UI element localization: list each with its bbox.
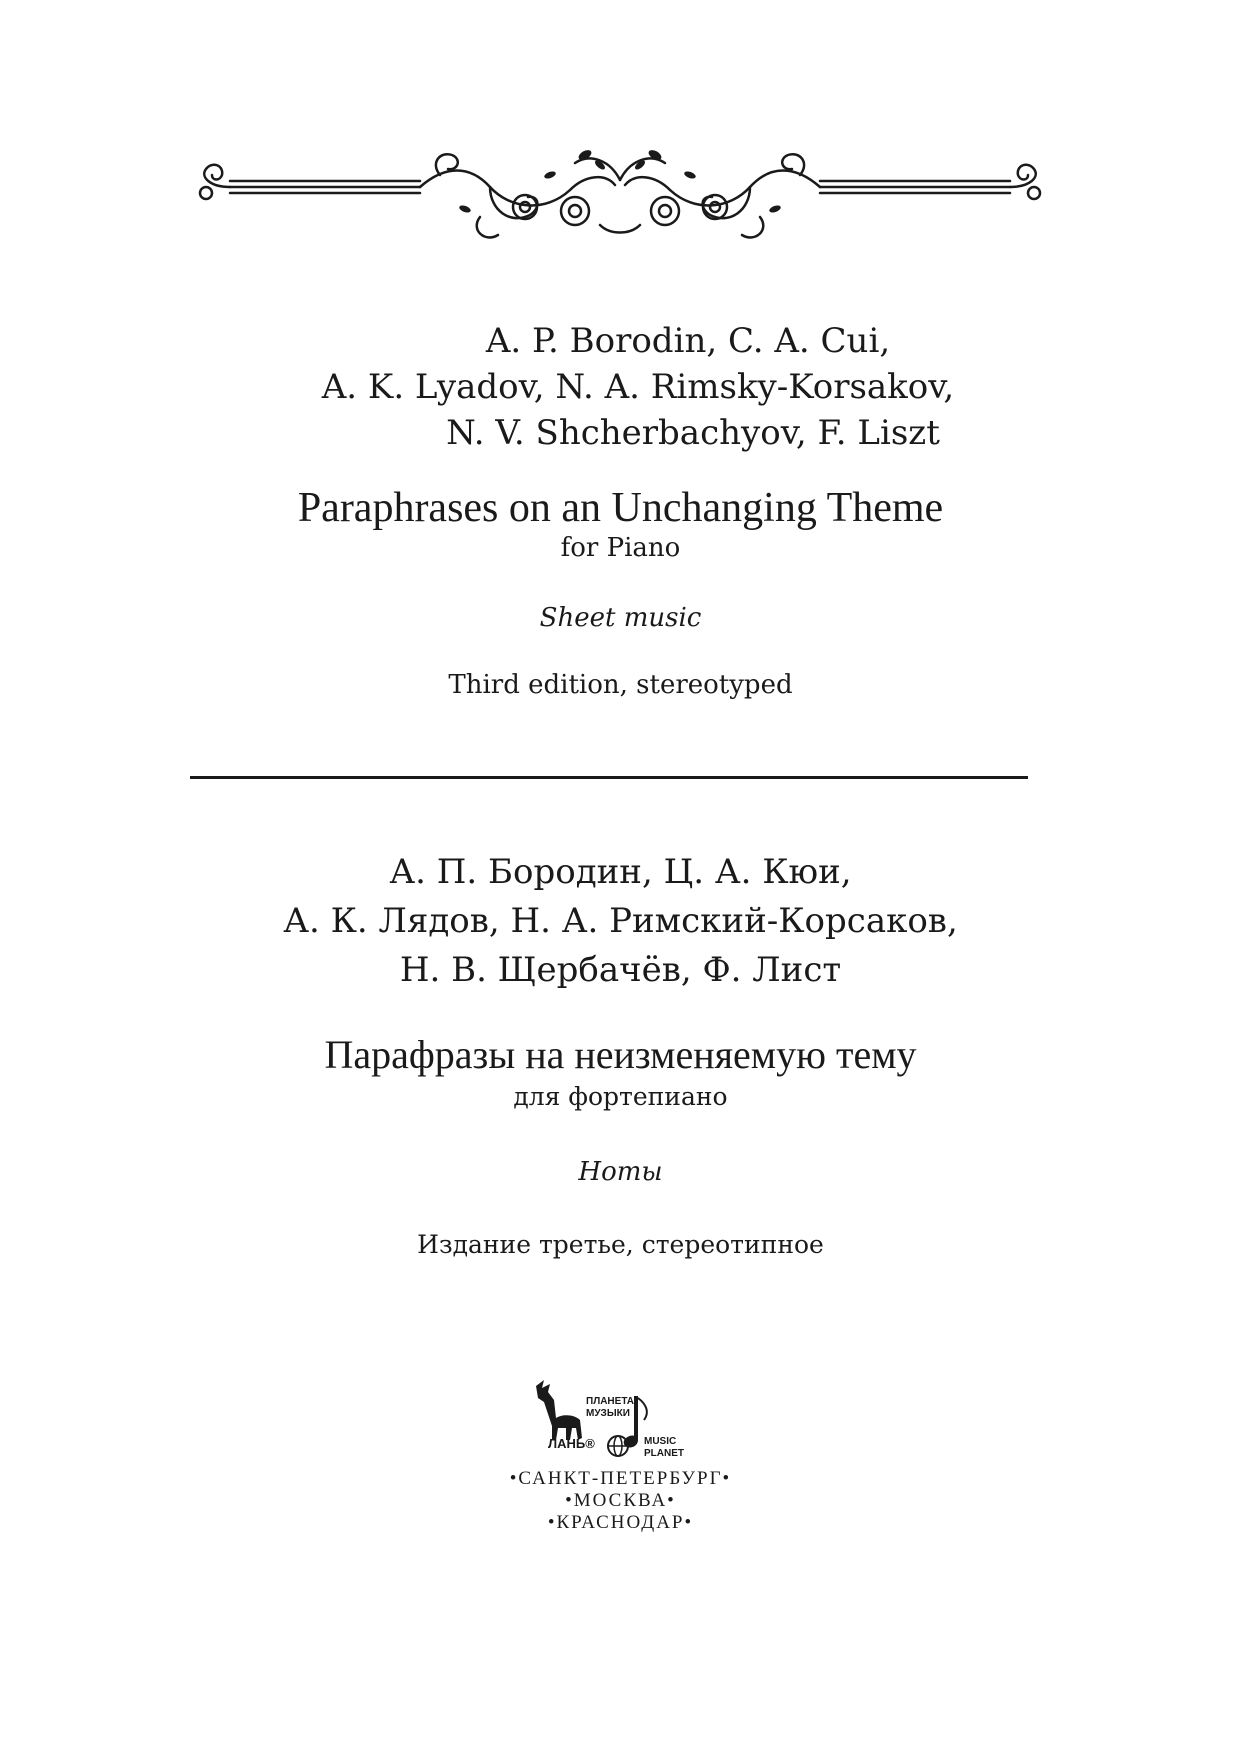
subtitle-english: for Piano [560,533,681,563]
logo-label-planet-en-1: MUSIC [644,1436,677,1447]
authors-russian [0,848,1241,995]
logo-label-planet-ru-2: МУЗЫКИ [586,1408,630,1419]
document-type-english: Sheet music [539,603,702,633]
city-line: •САНКТ-ПЕТЕРБУРГ• [509,1468,732,1489]
authors-english-line: A. K. Lyadov, N. A. Rimsky-Korsakov, [321,367,955,407]
lan-deer-logo-icon [528,1378,708,1478]
edition-russian: Издание третье, стереотипное [417,1230,824,1259]
logo-label-lan: ЛАНЬ® [548,1436,595,1451]
edition-english: Third edition, stereotyped [448,670,793,700]
authors-english-line: N. V. Shcherbachyov, F. Liszt [446,413,940,453]
divider-rule [190,776,1028,779]
publisher-cities [0,1468,1241,1534]
authors-english-line: A. P. Borodin, C. A. Cui, [485,321,891,361]
title-english: Paraphrases on an Unchanging Theme [297,485,944,531]
title-russian: Парафразы на неизменяемую тему [324,1032,917,1077]
authors-russian-line: А. К. Лядов, Н. А. Римский-Корсаков, [283,901,958,941]
city-line: •МОСКВА• [565,1490,676,1511]
authors-english [0,318,1241,456]
authors-russian-line: Н. В. Щербачёв, Ф. Лист [399,950,842,990]
logo-label-planet-en-2: PLANET [644,1448,684,1459]
publisher-logo [528,1378,708,1478]
subtitle-russian: для фортепиано [513,1082,728,1111]
city-line: •КРАСНОДАР• [547,1512,694,1533]
authors-russian-line: А. П. Бородин, Ц. А. Кюи, [389,852,852,892]
document-type-russian: Ноты [578,1157,663,1187]
logo-label-planet-ru-1: ПЛАНЕТА [586,1396,635,1407]
floral-ornament-icon [190,135,1050,250]
